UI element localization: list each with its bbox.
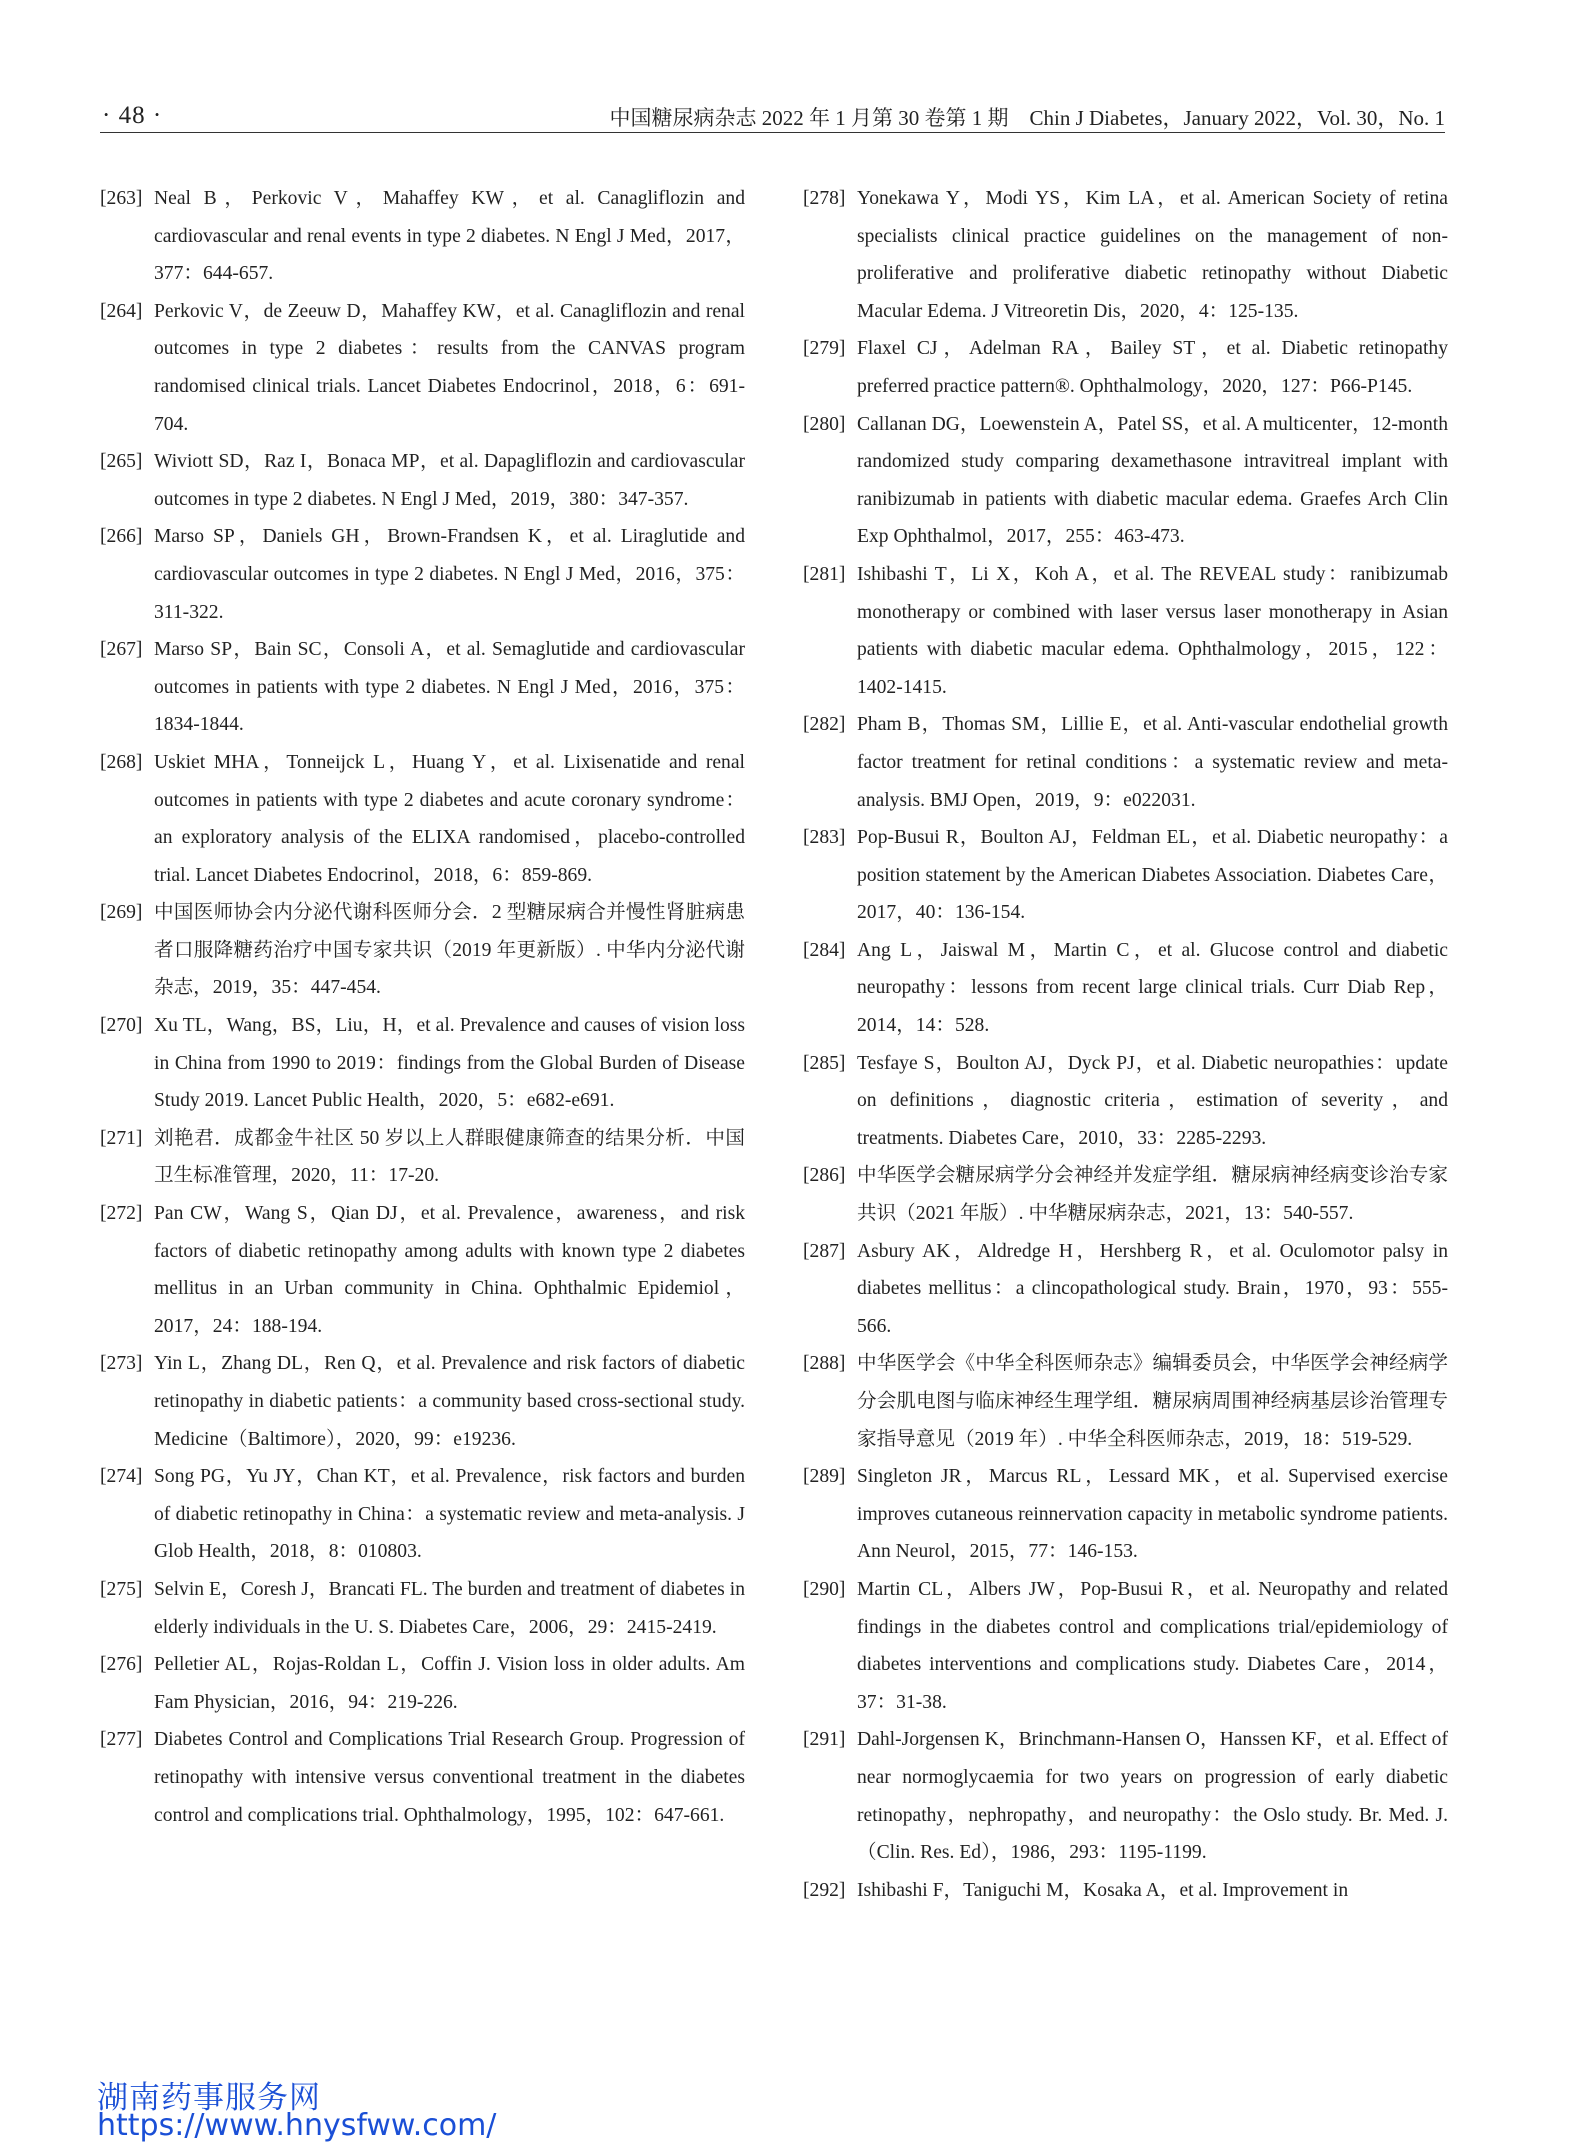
reference-text: Pham B，Thomas SM，Lillie E，et al. Anti-vascular endothelial growth factor treatment for retinal conditions：a systematic review and meta-analysis. BMJ Open，2019，9：e022031. [857,714,1448,811]
reference-text: Diabetes Control and Complications Trial Research Group. Progression of retinopathy with intensive versus conventional treatment in the diabetes control and complications trial. Ophthalmology，1995，102：647-661. [154,1729,745,1826]
reference-number: [288] [803,1353,846,1375]
reference-text: 刘艳君．成都金牛社区 50 岁以上人群眼健康筛查的结果分析．中国卫生标准管理，2020，11：17-20. [154,1127,745,1187]
reference-entry [803,556,1448,706]
reference-number: [290] [803,1578,846,1600]
reference-text: Pop-Busui R，Boulton AJ，Feldman EL，et al. Diabetic neuropathy：a position statement by the American Diabetes Association. Diabetes Care，2017，40：136-154. [857,827,1448,924]
reference-entry [803,1721,1448,1871]
reference-entry [100,1721,745,1834]
reference-text: Marso SP，Bain SC，Consoli A，et al. Semaglutide and cardiovascular outcomes in patients with type 2 diabetes. N Engl J Med，2016，375：1834-1844. [154,639,745,736]
reference-number: [267] [100,639,143,661]
reference-entry [100,1120,745,1195]
reference-entry [803,1872,1448,1910]
reference-number: [264] [100,300,143,322]
reference-entry [803,1157,1448,1232]
reference-entry [803,1571,1448,1721]
reference-number: [273] [100,1353,143,1375]
reference-text: 中国医师协会内分泌代谢科医师分会．2 型糖尿病合并慢性肾脏病患者口服降糖药治疗中国专家共识（2019 年更新版）. 中华内分泌代谢杂志，2019，35：447-454. [154,902,745,999]
reference-number: [279] [803,338,846,360]
reference-number: [277] [100,1729,143,1751]
running-header [100,100,1445,133]
reference-entry [100,1458,745,1571]
reference-number: [285] [803,1052,846,1074]
reference-entry [803,406,1448,556]
reference-text: Ang L，Jaiswal M，Martin C，et al. Glucose control and diabetic neuropathy：lessons from recent large clinical trials. Curr Diab Rep，2014，14：528. [857,939,1448,1037]
reference-number: [271] [100,1127,143,1149]
reference-number: [280] [803,413,846,435]
references-column-right [803,180,1448,1909]
reference-text: Pelletier AL，Rojas-Roldan L，Coffin J. Vision loss in older adults. Am Fam Physician，2016，94：219-226. [154,1654,745,1713]
reference-text: Perkovic V，de Zeeuw D，Mahaffey KW，et al. Canagliflozin and renal outcomes in type 2 diabetes：results from the CANVAS program randomised clinical trials. Lancet Diabetes Endocrinol，2018，6：691-704. [154,300,745,435]
reference-text: Wiviott SD，Raz I，Bonaca MP，et al. Dapagliflozin and cardiovascular outcomes in type 2 diabetes. N Engl J Med，2019，380：347-357. [154,451,745,510]
reference-number: [274] [100,1466,143,1488]
reference-entry [803,180,1448,330]
reference-number: [284] [803,939,846,961]
reference-entry [100,744,745,894]
reference-number: [265] [100,451,143,473]
reference-text: Song PG，Yu JY，Chan KT，et al. Prevalence，risk factors and burden of diabetic retinopathy in China：a systematic review and meta-analysis. J Glob Health，2018，8：010803. [154,1466,745,1563]
reference-number: [291] [803,1729,846,1751]
reference-entry [803,706,1448,819]
reference-text: Yin L，Zhang DL，Ren Q，et al. Prevalence and risk factors of diabetic retinopathy in diabetic patients：a community based cross-sectional study. Medicine（Baltimore），2020，99：e19236. [154,1353,745,1450]
reference-entry [100,518,745,631]
reference-text: Singleton JR，Marcus RL，Lessard MK，et al. Supervised exercise improves cutaneous reinnervation capacity in metabolic syndrome patients. Ann Neurol，2015，77：146-153. [857,1466,1448,1563]
reference-entry [803,330,1448,405]
reference-number: [281] [803,563,846,585]
reference-text: Ishibashi T，Li X，Koh A，et al. The REVEAL study：ranibizumab monotherapy or combined with laser versus laser monotherapy in Asian patients with diabetic macular edema. Ophthalmology，2015，122：1402-1415. [857,563,1448,698]
reference-entry [100,1345,745,1458]
reference-entry [803,1345,1448,1458]
reference-number: [263] [100,188,143,209]
reference-text: Neal B，Perkovic V，Mahaffey KW，et al. Canagliflozin and cardiovascular and renal events in type 2 diabetes. N Engl J Med，2017，377：644-657. [154,188,745,285]
watermark-site-name: 湖南药事服务网 [97,2080,321,2116]
reference-text: Martin CL，Albers JW，Pop-Busui R，et al. Neuropathy and related findings in the diabetes control and complications trial/epidemiology of diabetes interventions and complications study. Diabetes Care，2014，37：31-38. [857,1578,1448,1713]
reference-entry [803,1458,1448,1571]
reference-text: Yonekawa Y，Modi YS，Kim LA，et al. American Society of retina specialists clinical practice guidelines on the management of non-proliferative and proliferative diabetic retinopathy without Diabetic Macular Edema. J Vitreoretin Dis，2020，4：125-135. [857,188,1448,322]
reference-entry [803,1233,1448,1346]
reference-text: 中华医学会《中华全科医师杂志》编辑委员会，中华医学会神经病学分会肌电图与临床神经生理学组．糖尿病周围神经病基层诊治管理专家指导意见（2019 年）. 中华全科医师杂志，2019，18：519-529. [857,1353,1448,1450]
reference-number: [292] [803,1879,846,1901]
journal-citation: 中国糖尿病杂志 2022 年 1 月第 30 卷第 1 期 Chin J Diabetes，January 2022，Vol. 30，No. 1 [609,106,1445,130]
reference-entry [803,932,1448,1045]
page-number: · 48 · [102,102,163,129]
watermark-url[interactable]: https://www.hnysfww.com/ [97,2108,497,2143]
reference-text: Callanan DG，Loewenstein A，Patel SS，et al. A multicenter，12-month randomized study comparing dexamethasone intravitreal implant with ranibizumab in patients with diabetic macular edema. Graefes Arch Clin Exp Ophthalmol，2017，255：463-473. [857,413,1448,548]
reference-number: [269] [100,902,143,924]
reference-number: [278] [803,188,846,209]
reference-entry [100,1007,745,1120]
reference-number: [283] [803,827,846,849]
reference-number: [286] [803,1165,846,1187]
reference-text: 中华医学会糖尿病学分会神经并发症学组．糖尿病神经病变诊治专家共识（2021 年版）. 中华糖尿病杂志，2021，13：540-557. [857,1165,1448,1225]
reference-number: [272] [100,1203,143,1225]
reference-entry [100,180,745,293]
reference-number: [282] [803,714,846,736]
reference-number: [289] [803,1466,846,1488]
reference-text: Uskiet MHA，Tonneijck L，Huang Y，et al. Lixisenatide and renal outcomes in patients with type 2 diabetes and acute coronary syndrome：an exploratory analysis of the ELIXA randomised，placebo-controlled trial. Lancet Diabetes Endocrinol，2018，6：859-869. [154,751,745,886]
reference-entry [100,631,745,744]
reference-text: Asbury AK，Aldredge H，Hershberg R，et al. Oculomotor palsy in diabetes mellitus：a clincopathological study. Brain，1970，93：555-566. [857,1240,1448,1337]
reference-text: Pan CW，Wang S，Qian DJ，et al. Prevalence，awareness，and risk factors of diabetic retinopathy among adults with known type 2 diabetes mellitus in an Urban community in China. Ophthalmic Epidemiol，2017，24：188-194. [154,1203,745,1337]
reference-number: [270] [100,1015,143,1037]
reference-text: Ishibashi F，Taniguchi M，Kosaka A，et al. Improvement in [857,1879,1349,1901]
reference-text: Flaxel CJ，Adelman RA，Bailey ST，et al. Diabetic retinopathy preferred practice pattern®. Ophthalmology，2020，127：P66-P145. [857,338,1448,397]
reference-entry [100,1195,745,1345]
references-column-left [100,180,745,1834]
reference-text: Marso SP，Daniels GH，Brown-Frandsen K，et al. Liraglutide and cardiovascular outcomes in type 2 diabetes. N Engl J Med，2016，375：311-322. [154,526,745,623]
reference-text: Xu TL，Wang，BS，Liu，H，et al. Prevalence and causes of vision loss in China from 1990 to 2019：findings from the Global Burden of Disease Study 2019. Lancet Public Health，2020，5：e682-e691. [154,1015,745,1112]
reference-entry [100,1646,745,1721]
reference-entry [100,1571,745,1646]
reference-text: Dahl-Jorgensen K，Brinchmann-Hansen O，Hanssen KF，et al. Effect of near normoglycaemia for two years on progression of early diabetic retinopathy，nephropathy，and neuropathy：the Oslo study. Br. Med. J.（Clin. Res. Ed），1986，293：1195-1199. [857,1729,1448,1864]
reference-entry [803,819,1448,932]
reference-entry [803,1045,1448,1158]
reference-number: [266] [100,526,143,548]
reference-number: [275] [100,1578,143,1600]
reference-text: Selvin E，Coresh J，Brancati FL. The burden and treatment of diabetes in elderly individuals in the U. S. Diabetes Care，2006，29：2415-2419. [154,1578,745,1638]
reference-entry [100,443,745,518]
reference-text: Tesfaye S，Boulton AJ，Dyck PJ，et al. Diabetic neuropathies：update on definitions，diagnostic criteria，estimation of severity，and treatments. Diabetes Care，2010，33：2285-2293. [857,1052,1448,1149]
reference-number: [268] [100,751,143,773]
reference-entry [100,894,745,1007]
reference-number: [287] [803,1240,846,1262]
reference-number: [276] [100,1654,143,1676]
reference-entry [100,293,745,443]
